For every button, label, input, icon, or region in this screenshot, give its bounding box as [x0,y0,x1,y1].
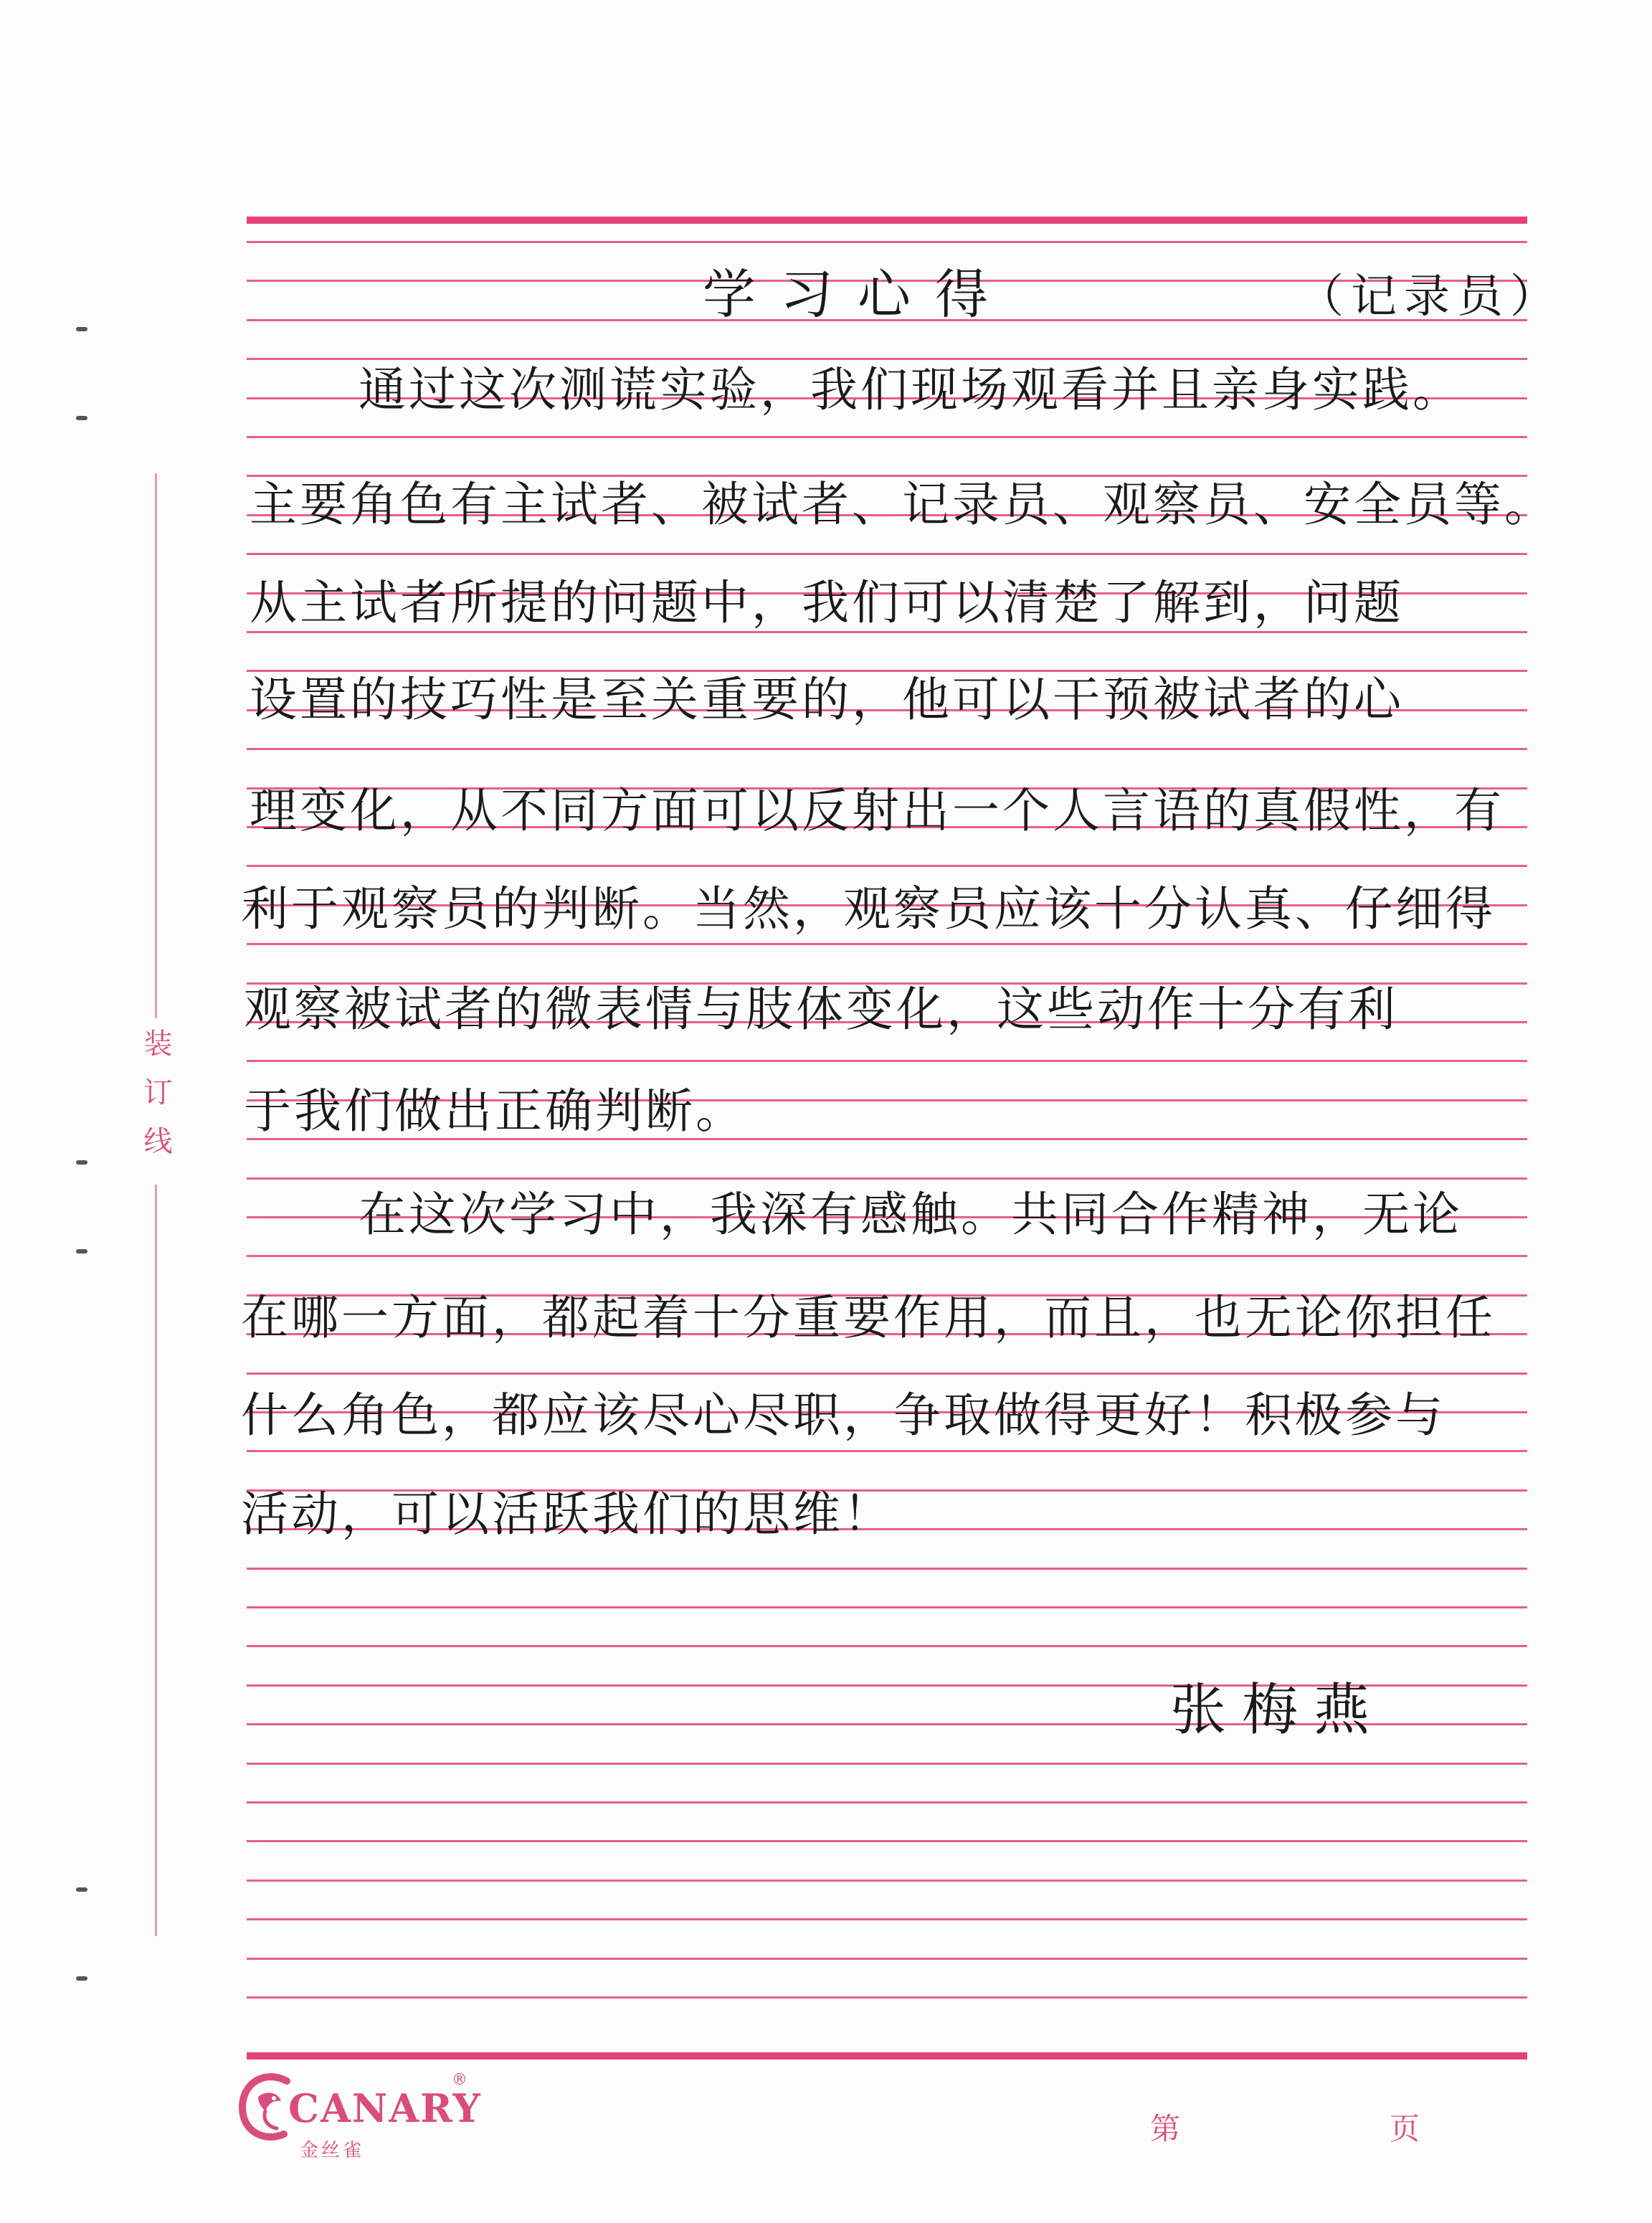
binding-line [155,473,157,1936]
note-line: 活动，可以活跃我们的思维！ [241,1487,893,1542]
ruled-line [247,1763,1527,1765]
note-line: 理变化，从不同方面可以反射出一个人言语的真假性，有 [250,783,1504,838]
ruled-line [247,1880,1527,1882]
punch-mark [76,1160,87,1165]
punch-mark [76,1976,87,1981]
ruled-line [247,1918,1527,1920]
page-label-prefix: 第 [1150,2111,1181,2146]
note-line: 利于观察员的判断。当然，观察员应该十分认真、仔细得 [241,881,1496,937]
note-line: 什么角色，都应该尽心尽职，争取做得更好！积极参与 [241,1388,1446,1443]
note-line: 从主试者所提的问题中，我们可以清楚了解到，问题 [250,575,1404,630]
note-line: 主要角色有主试者、被试者、记录员、观察员、安全员等。 [250,477,1554,532]
bottom-rule [247,2052,1527,2060]
brand-logo [237,2065,482,2166]
note-line: 于我们做出正确判断。 [244,1084,746,1139]
ruled-line [247,1255,1527,1257]
ruled-line [247,1568,1527,1570]
ruled-line [247,1996,1527,1999]
ruled-line [247,1958,1527,1960]
punch-mark [76,1887,87,1892]
punch-mark [76,1249,87,1253]
note-line: 在这次学习中，我深有感触。共同合作精神，无论 [258,1187,1463,1242]
binding-label: 装订线 [128,1018,185,1185]
ruled-line [247,1606,1527,1608]
note-line: 观察被试者的微表情与肢体变化，这些动作十分有利 [244,982,1398,1037]
note-line: 设置的技巧性是至关重要的，他可以干预被试者的心 [250,672,1404,727]
ruled-line [247,1060,1527,1062]
ruled-line [247,1801,1527,1803]
ruled-line [247,436,1527,438]
page-label-suffix: 页 [1390,2111,1420,2146]
note-line: 通过这次测谎实验，我们现场观看并且亲身实践。 [258,362,1463,417]
note-role: （记录员） [1298,270,1563,323]
ruled-line [247,748,1527,750]
brand-subtitle: 金丝雀 [300,2140,365,2161]
note-line: 在哪一方面，都起着十分重要作用，而且，也无论你担任 [241,1290,1496,1345]
ruled-line [247,1373,1527,1375]
punch-mark [76,416,87,420]
ruled-line [247,241,1527,243]
ruled-line [247,943,1527,945]
top-rule [247,217,1527,224]
ruled-line [247,1840,1527,1842]
punch-mark [76,327,87,331]
note-title: 学习心得 [703,264,1012,326]
signature: 张梅燕 [1170,1678,1386,1743]
ruled-line [247,1450,1527,1452]
ruled-line [247,553,1527,555]
ruled-line [247,1645,1527,1647]
registered-icon: ® [452,2071,467,2089]
brand-name: CANARY [288,2085,482,2131]
ruled-line [247,865,1527,867]
